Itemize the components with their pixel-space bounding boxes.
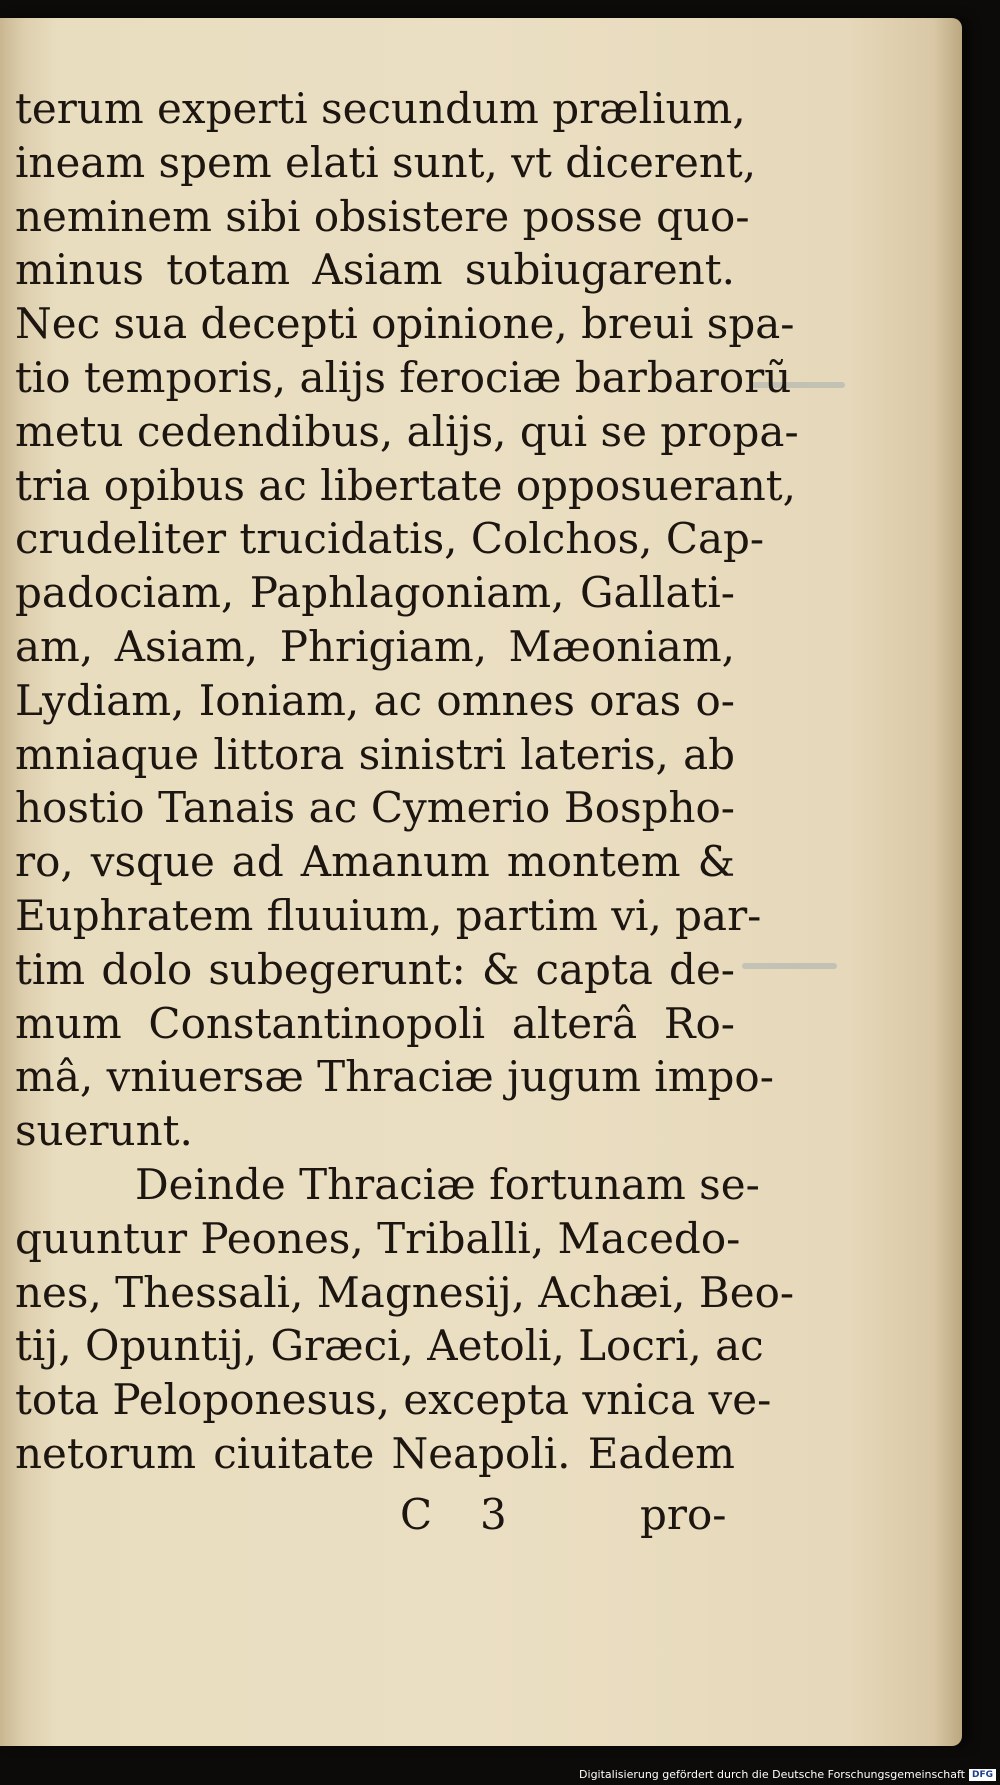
signature-mark: C — [400, 1490, 433, 1539]
text-line: Deinde Thraciæ fortunam se- — [135, 1159, 760, 1209]
text-line: tio temporis, alijs ferociæ barbarorũ — [15, 352, 792, 402]
text-line: mum Constantinopoli alterâ Ro- — [15, 998, 735, 1048]
text-line: am, Asiam, Phrigiam, Mæoniam, — [15, 621, 735, 671]
signature-number: 3 — [480, 1490, 507, 1539]
text-line: ro, vsque ad Amanum montem & — [15, 837, 735, 887]
text-line: Nec sua decepti opinione, breui spa- — [15, 299, 795, 349]
text-line: netorum ciuitate Neapoli. Eadem — [15, 1428, 735, 1478]
text-line: Lydiam, Ioniam, ac omnes oras o- — [15, 675, 735, 725]
catchword: pro- — [640, 1490, 727, 1539]
signature-line — [390, 1490, 730, 1540]
text-line: terum experti secundum prælium, — [15, 84, 746, 133]
text-line: nes, Thessali, Magnesij, Achæi, Beo- — [15, 1267, 795, 1317]
text-line: tota Peloponesus, excepta vnica ve- — [15, 1375, 772, 1425]
text-line: tij, Opuntij, Græci, Aetoli, Locri, ac — [15, 1321, 764, 1371]
text-line: Euphratem fluuium, partim vi, par- — [15, 890, 762, 940]
text-line: tria opibus ac libertate opposuerant, — [15, 460, 797, 510]
text-line: minus totam Asiam subiugarent. — [15, 245, 735, 295]
text-line: ineam spem elati sunt, vt dicerent, — [15, 137, 757, 187]
text-line: tim dolo subegerunt: & capta de- — [15, 944, 735, 994]
text-line: mâ, vniuersæ Thraciæ jugum impo- — [15, 1052, 774, 1102]
text-line: suerunt. — [15, 1106, 193, 1156]
ink-bleed-mark — [742, 963, 837, 969]
digitization-footer — [579, 1768, 996, 1781]
text-line: quuntur Peones, Triballi, Macedo- — [15, 1213, 741, 1263]
page-text-block — [15, 82, 799, 1481]
footer-text: Digitalisierung gefördert durch die Deutsche Forschungsgemeinschaft — [579, 1768, 965, 1781]
text-line: neminem sibi obsistere posse quo- — [15, 191, 750, 241]
text-line: mniaque littora sinistri lateris, ab — [15, 729, 735, 779]
text-line: hostio Tanais ac Cymerio Bospho- — [15, 783, 735, 833]
dfg-logo: DFG — [969, 1769, 996, 1781]
text-line: metu cedendibus, alijs, qui se propa- — [15, 406, 799, 456]
text-line: padociam, Paphlagoniam, Gallati- — [15, 568, 735, 618]
text-line: crudeliter trucidatis, Colchos, Cap- — [15, 514, 765, 564]
